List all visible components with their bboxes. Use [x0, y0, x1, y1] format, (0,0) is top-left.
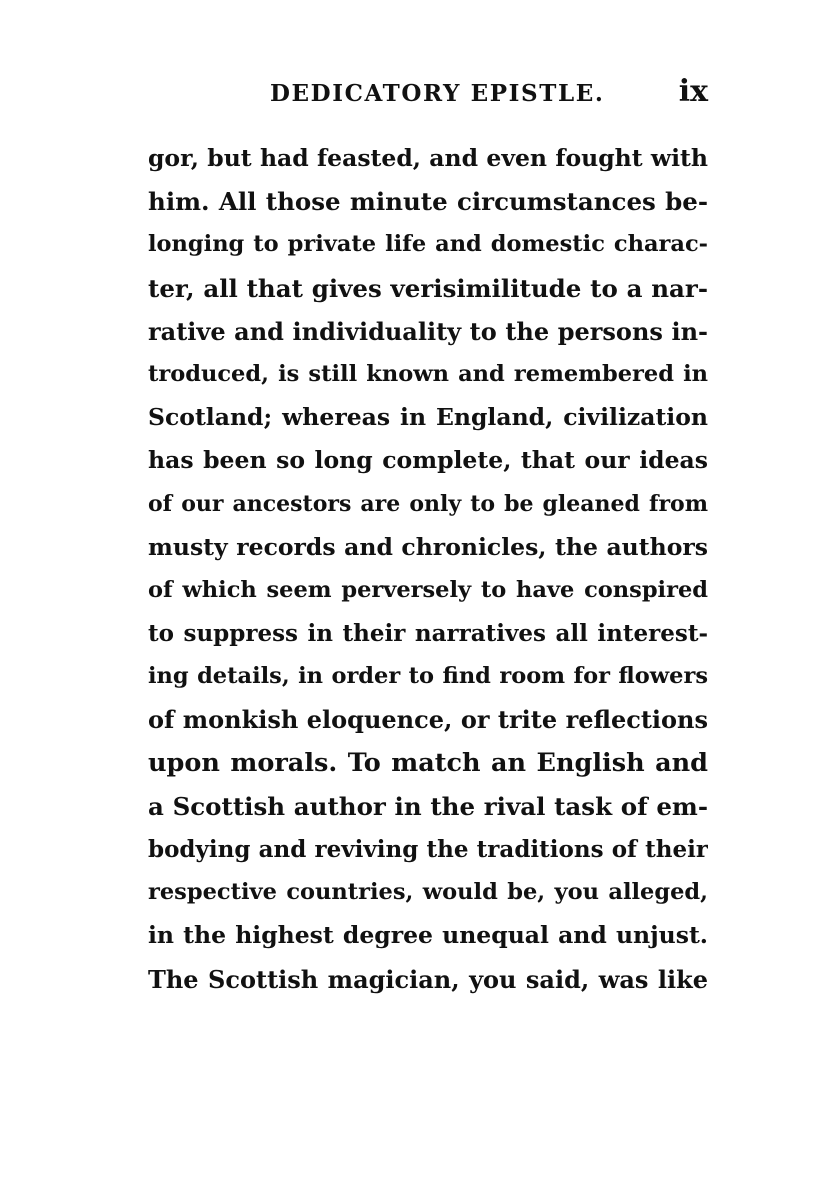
- text-line: respective countries, would be, you alleged,: [148, 879, 708, 906]
- text-line: ter, all that gives verisimilitude to a nar-: [148, 273, 708, 303]
- text-line: him. All those minute circumstances be-: [148, 187, 708, 217]
- text-line: of monkish eloquence, or trite reflections: [148, 705, 708, 735]
- text-line: rative and individuality to the persons in-: [148, 316, 708, 346]
- text-line: gor, but had feasted, and even fought with: [148, 144, 708, 172]
- text-line: upon morals. To match an English and: [148, 747, 708, 778]
- text-line: troduced, is still known and remembered in: [148, 360, 708, 387]
- body-text: [148, 137, 708, 1001]
- text-line: longing to private life and domestic charac-: [148, 231, 708, 258]
- text-line: to suppress in their narratives all interest-: [148, 620, 708, 648]
- text-line: ing details, in order to find room for flowers: [148, 663, 708, 690]
- text-line: The Scottish magician, you said, was like: [148, 964, 708, 994]
- text-line: a Scottish author in the rival task of em-: [148, 791, 708, 821]
- text-line: bodying and reviving the traditions of their: [148, 836, 708, 863]
- text-line: Scotland; whereas in England, civilization: [148, 403, 708, 432]
- page-number: ix: [678, 74, 708, 109]
- text-line: musty records and chronicles, the authors: [148, 532, 708, 561]
- page-header: [148, 74, 708, 114]
- running-head: DEDICATORY EPISTLE.: [270, 80, 605, 107]
- text-line: has been so long complete, that our ideas: [148, 446, 708, 475]
- text-line: of which seem perversely to have conspired: [148, 576, 708, 603]
- text-line: in the highest degree unequal and unjust.: [148, 921, 708, 950]
- text-line: of our ancestors are only to be gleaned from: [148, 490, 708, 517]
